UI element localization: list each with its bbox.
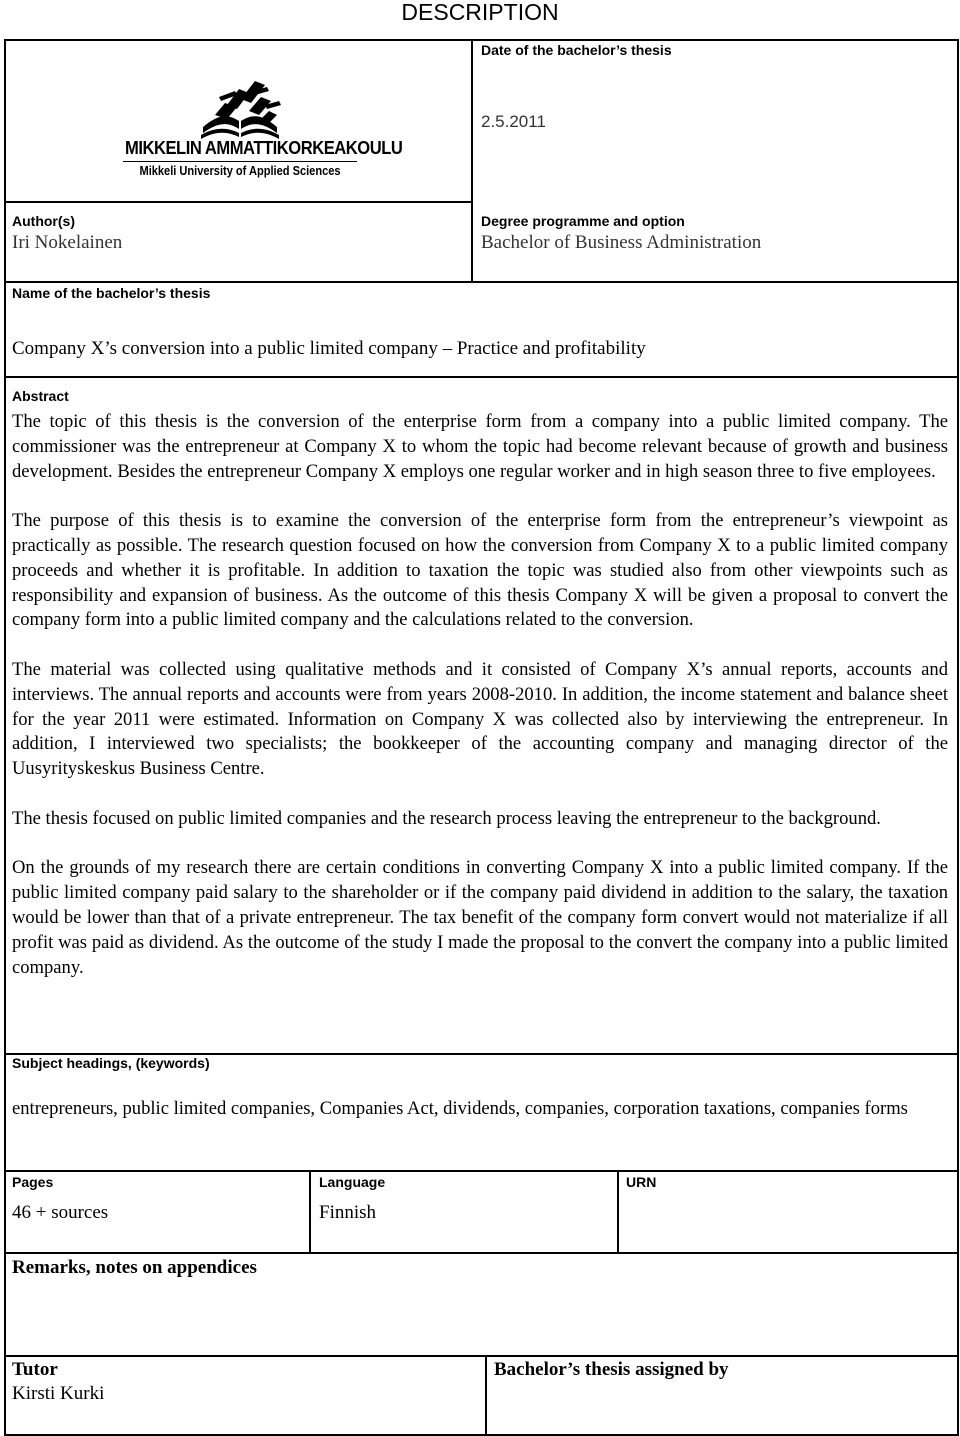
- tutor-label: Tutor: [12, 1359, 58, 1380]
- row-divider-header: [4, 281, 959, 283]
- row-divider-language: [4, 1252, 959, 1254]
- university-logo: [115, 75, 403, 185]
- abstract-paragraph: The purpose of this thesis is to examine the conversion of the enterprise form from the entrepreneur’s viewpoint as practically as possible. The research question focused on how the conversion from Company X to a public limited company proceeds and whether it is profitable. In addition to taxation the topic was studied also from other viewpoints such as responsibility and expansion of business. As the outcome of this thesis Company X will be given a proposal to convert the company form into a public limited company and the calculations related to the conversion.: [12, 510, 948, 631]
- logo-name-english: Mikkeli University of Applied Sciences: [139, 163, 341, 178]
- degree-label: Degree programme and option: [481, 213, 685, 229]
- logo-rule: [123, 161, 357, 162]
- author-value: Iri Nokelainen: [12, 232, 123, 253]
- language-label: Language: [319, 1174, 386, 1190]
- header-divider: [471, 39, 473, 283]
- abstract-paragraph: The material was collected using qualitative methods and it consisted of Company X’s annual reports, accounts and interviews. The annual reports and accounts were from years 2008-2010. In addition, the income statement and balance sheet for the year 2011 were estimated. Information on Company X was collected also by interviewing the entrepreneur. In addition, I interviewed two specialists; the bookkeeper of the accounting company and managing director of the Uusyrityskeskus Business Centre.: [12, 658, 948, 780]
- keywords-label: Subject headings, (keywords): [12, 1055, 210, 1071]
- row-divider-remarks: [4, 1355, 959, 1357]
- tutor-assigned-divider: [485, 1355, 487, 1436]
- abstract-paragraph: On the grounds of my research there are certain conditions in converting Company X into a public limited company. If the public limited company paid salary to the shareholder or if the company paid dividend in addition to the salary, the taxation would be lower than that of a private entrepreneur. The tax benefit of the company form convert would not materialize if all profit was paid as dividend. As the outcome of the study I made the proposal to the convert the company into a public limited company.: [12, 857, 948, 978]
- row-divider-thesis-name: [4, 376, 959, 378]
- thesis-name-label: Name of the bachelor’s thesis: [12, 285, 211, 301]
- logo-name-finnish: MIKKELIN AMMATTIKORKEAKOULU: [125, 138, 403, 158]
- tutor-value: Kirsti Kurki: [12, 1383, 105, 1404]
- language-urn-divider: [617, 1170, 619, 1254]
- abstract-body: [12, 410, 948, 980]
- language-value: Finnish: [319, 1202, 377, 1223]
- keywords-value: entrepreneurs, public limited companies, Companies Act, dividends, companies, corporation taxations, companies forms: [12, 1098, 908, 1119]
- author-label: Author(s): [12, 213, 75, 229]
- abstract-label: Abstract: [12, 388, 69, 404]
- urn-label: URN: [626, 1174, 657, 1190]
- remarks-label: Remarks, notes on appendices: [12, 1257, 257, 1278]
- pages-value: 46 + sources: [12, 1202, 109, 1223]
- date-value: 2.5.2011: [481, 112, 546, 131]
- row-divider-logo: [4, 201, 471, 203]
- abstract-paragraph: The topic of this thesis is the conversion of the enterprise form from a company into a public limited company. The commissioner was the entrepreneur at Company X to whom the topic had become relevant because of growth and business development. Besides the entrepreneur Company X employs one regular worker and in high season three to five employees.: [12, 411, 948, 482]
- thesis-name-value: Company X’s conversion into a public limited company – Practice and profitability: [12, 338, 646, 359]
- abstract-paragraph: The thesis focused on public limited companies and the research process leaving the entrepreneur to the background.: [12, 807, 881, 829]
- pages-language-divider: [309, 1170, 311, 1254]
- pages-label: Pages: [12, 1174, 54, 1190]
- book-emblem-icon: [115, 75, 365, 139]
- date-label: Date of the bachelor’s thesis: [481, 42, 672, 58]
- row-divider-pages: [4, 1170, 959, 1172]
- assigned-by-label: Bachelor’s thesis assigned by: [494, 1359, 729, 1380]
- page-title: DESCRIPTION: [401, 0, 559, 25]
- degree-value: Bachelor of Business Administration: [481, 232, 762, 253]
